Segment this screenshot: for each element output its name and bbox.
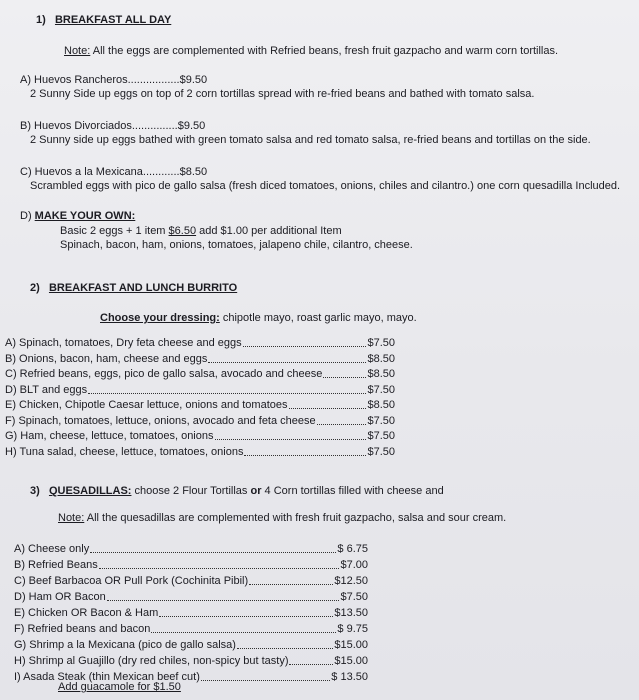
burrito-item-name: D) BLT and eggs	[5, 383, 88, 396]
section3-number: 3)	[30, 485, 40, 497]
leader-dots	[249, 576, 333, 585]
breakfast-item-b-desc: 2 Sunny side up eggs bathed with green tomato salsa and red tomato salsa, re-fried beans and tortillas on the side.	[30, 134, 591, 146]
quesadilla-item-name: H) Shrimp al Guajillo (dry red chiles, non-spicy but tasty)	[14, 654, 289, 667]
leader-dots	[88, 385, 366, 394]
burrito-item-row	[5, 430, 395, 443]
burrito-item-name: A) Spinach, tomatoes, Dry feta cheese and eggs	[5, 337, 242, 349]
burrito-item-price: $7.50	[367, 430, 395, 442]
burrito-item-price: $7.50	[367, 337, 395, 349]
burrito-item-name: E) Chicken, Chipotle Caesar lettuce, onions and tomatoes	[5, 399, 288, 411]
quesadilla-item-name: G) Shrimp a la Mexicana (pico de gallo salsa)	[14, 638, 236, 651]
section3-note-text: All the quesadillas are complemented with fresh fruit gazpacho, salsa and sour cream.	[86, 512, 507, 524]
leader-dots	[159, 608, 333, 617]
burrito-item-name: B) Onions, bacon, ham, cheese and eggs	[5, 352, 208, 365]
quesadilla-item-row	[14, 543, 368, 556]
breakfast-item-c-desc: Scrambled eggs with pico de gallo salsa (fresh diced tomatoes, onions, chiles and cilantro.) one corn quesadilla Included.	[30, 180, 621, 192]
quesadilla-item-row	[14, 607, 368, 620]
make-own-title: MAKE YOUR OWN:	[34, 210, 136, 222]
section2-heading	[30, 282, 237, 295]
quesadilla-item-price: $7.50	[340, 590, 368, 603]
burrito-item-name: C) Refried beans, eggs, pico de gallo salsa, avocado and cheese	[5, 368, 323, 380]
make-own-basic: Basic 2 eggs + 1 item	[60, 225, 166, 237]
quesadilla-item-price: $ 13.50	[331, 670, 368, 683]
quesadilla-item-name: I) Asada Steak (thin Mexican beef cut)	[14, 670, 200, 683]
burrito-item-row	[5, 415, 395, 428]
dressing-text: chipotle mayo, roast garlic mayo, mayo.	[222, 312, 417, 324]
leader-dots	[201, 672, 330, 681]
section1-note-text: All the eggs are complemented with Refried beans, fresh fruit gazpacho and warm corn tortillas.	[92, 45, 559, 57]
burrito-item-row	[5, 446, 395, 459]
section2-title: BREAKFAST AND LUNCH BURRITO	[48, 282, 238, 294]
burrito-item-price: $7.50	[367, 414, 395, 427]
leader-dots	[208, 354, 366, 363]
quesadilla-item-price: $15.00	[334, 654, 368, 667]
leader-dots	[289, 400, 367, 409]
burrito-item-price: $7.50	[367, 445, 395, 458]
make-own-heading	[20, 210, 135, 223]
burrito-item-name: G) Ham, cheese, lettuce, tomatoes, onions	[5, 430, 214, 442]
breakfast-item-b: B) Huevos Divorciados...............$9.50	[20, 120, 206, 132]
burrito-item-price: $8.50	[367, 399, 395, 411]
breakfast-item-a-desc: 2 Sunny Side up eggs on top of 2 corn tortillas spread with re-fried beans and bathed with tomato salsa.	[30, 88, 535, 100]
leader-dots	[215, 431, 367, 440]
section1-note-label: Note:	[64, 45, 91, 57]
breakfast-item-name: C) Huevos a la Mexicana	[20, 166, 143, 178]
make-own-additional: add $1.00 per additional Item	[199, 225, 342, 237]
burrito-item-row	[5, 399, 395, 412]
section1-heading	[36, 14, 171, 27]
breakfast-item-c: C) Huevos a la Mexicana............$8.50	[20, 166, 208, 178]
make-own-prefix: D)	[20, 210, 32, 222]
make-own-line2: Spinach, bacon, ham, onions, tomatoes, jalapeno chile, cilantro, cheese.	[60, 239, 413, 251]
section2-dressing	[100, 312, 417, 325]
leader-dots	[107, 592, 340, 601]
quesadilla-item-price: $ 6.75	[337, 543, 368, 555]
breakfast-item-price: $9.50	[177, 120, 206, 132]
section3-note	[58, 512, 506, 525]
section3-note-label: Note:	[58, 512, 85, 524]
burrito-item-price: $8.50	[367, 368, 395, 380]
section3-heading	[30, 485, 444, 498]
quesadilla-item-name: F) Refried beans and bacon	[14, 622, 151, 635]
quesadilla-item-row	[14, 623, 368, 636]
leader-dots	[317, 416, 367, 425]
quesadilla-item-row	[14, 591, 368, 604]
breakfast-item-a: A) Huevos Rancheros.................$9.50	[20, 74, 208, 86]
quesadilla-item-row	[14, 639, 368, 652]
leader-dots	[243, 338, 367, 347]
burrito-item-row	[5, 337, 395, 350]
burrito-item-row	[5, 353, 395, 366]
section2-number: 2)	[30, 282, 40, 294]
dressing-label: Choose your dressing:	[100, 312, 220, 324]
section1-note	[64, 45, 558, 58]
section3-intro-a: choose 2 Flour Tortillas	[134, 485, 248, 497]
burrito-item-row	[5, 384, 395, 397]
quesadilla-item-row	[14, 575, 368, 588]
leader-dots	[244, 447, 366, 456]
breakfast-item-name: A) Huevos Rancheros	[20, 74, 128, 86]
quesadilla-item-price: $ 9.75	[337, 622, 368, 635]
leader-dots	[323, 369, 366, 378]
quesadilla-item-name: E) Chicken OR Bacon & Ham	[14, 606, 159, 619]
leader-dots	[151, 624, 336, 633]
quesadilla-item-name: B) Refried Beans	[14, 558, 98, 571]
make-own-line1	[60, 225, 342, 238]
quesadilla-item-name: D) Ham OR Bacon	[14, 590, 106, 603]
burrito-item-name: H) Tuna salad, cheese, lettuce, tomatoes, onions	[5, 445, 244, 458]
quesadilla-item-name: C) Beef Barbacoa OR Pull Pork (Cochinita Pibil)	[14, 574, 249, 587]
burrito-item-price: $7.50	[367, 383, 395, 396]
breakfast-item-price: $8.50	[179, 166, 208, 178]
leader-dots	[99, 560, 340, 569]
quesadilla-item-price: $12.50	[334, 574, 368, 587]
guacamole-addon: Add guacamole for $1.50	[58, 681, 181, 693]
quesadilla-item-price: $15.00	[334, 638, 368, 651]
quesadilla-item-row	[14, 655, 368, 668]
section3-title: QUESADILLAS:	[48, 485, 132, 497]
quesadilla-item-price: $7.00	[340, 558, 368, 571]
breakfast-item-price: $9.50	[179, 74, 208, 86]
section1-title: BREAKFAST ALL DAY	[54, 14, 172, 26]
breakfast-item-name: B) Huevos Divorciados	[20, 120, 132, 132]
burrito-item-price: $8.50	[367, 352, 395, 365]
leader-dots	[289, 656, 333, 665]
quesadilla-item-row	[14, 559, 368, 572]
burrito-item-name: F) Spinach, tomatoes, lettuce, onions, avocado and feta cheese	[5, 414, 316, 427]
quesadilla-item-name: A) Cheese only	[14, 543, 90, 555]
leader-dots	[237, 640, 333, 649]
leader-dots	[90, 544, 336, 553]
burrito-item-row	[5, 368, 395, 381]
make-own-price: $6.50	[168, 225, 197, 237]
section3-intro-b: 4 Corn tortillas filled with cheese and	[264, 485, 444, 497]
section3-intro-or: or	[250, 485, 262, 497]
quesadilla-item-price: $13.50	[334, 606, 368, 619]
section1-number: 1)	[36, 14, 46, 26]
